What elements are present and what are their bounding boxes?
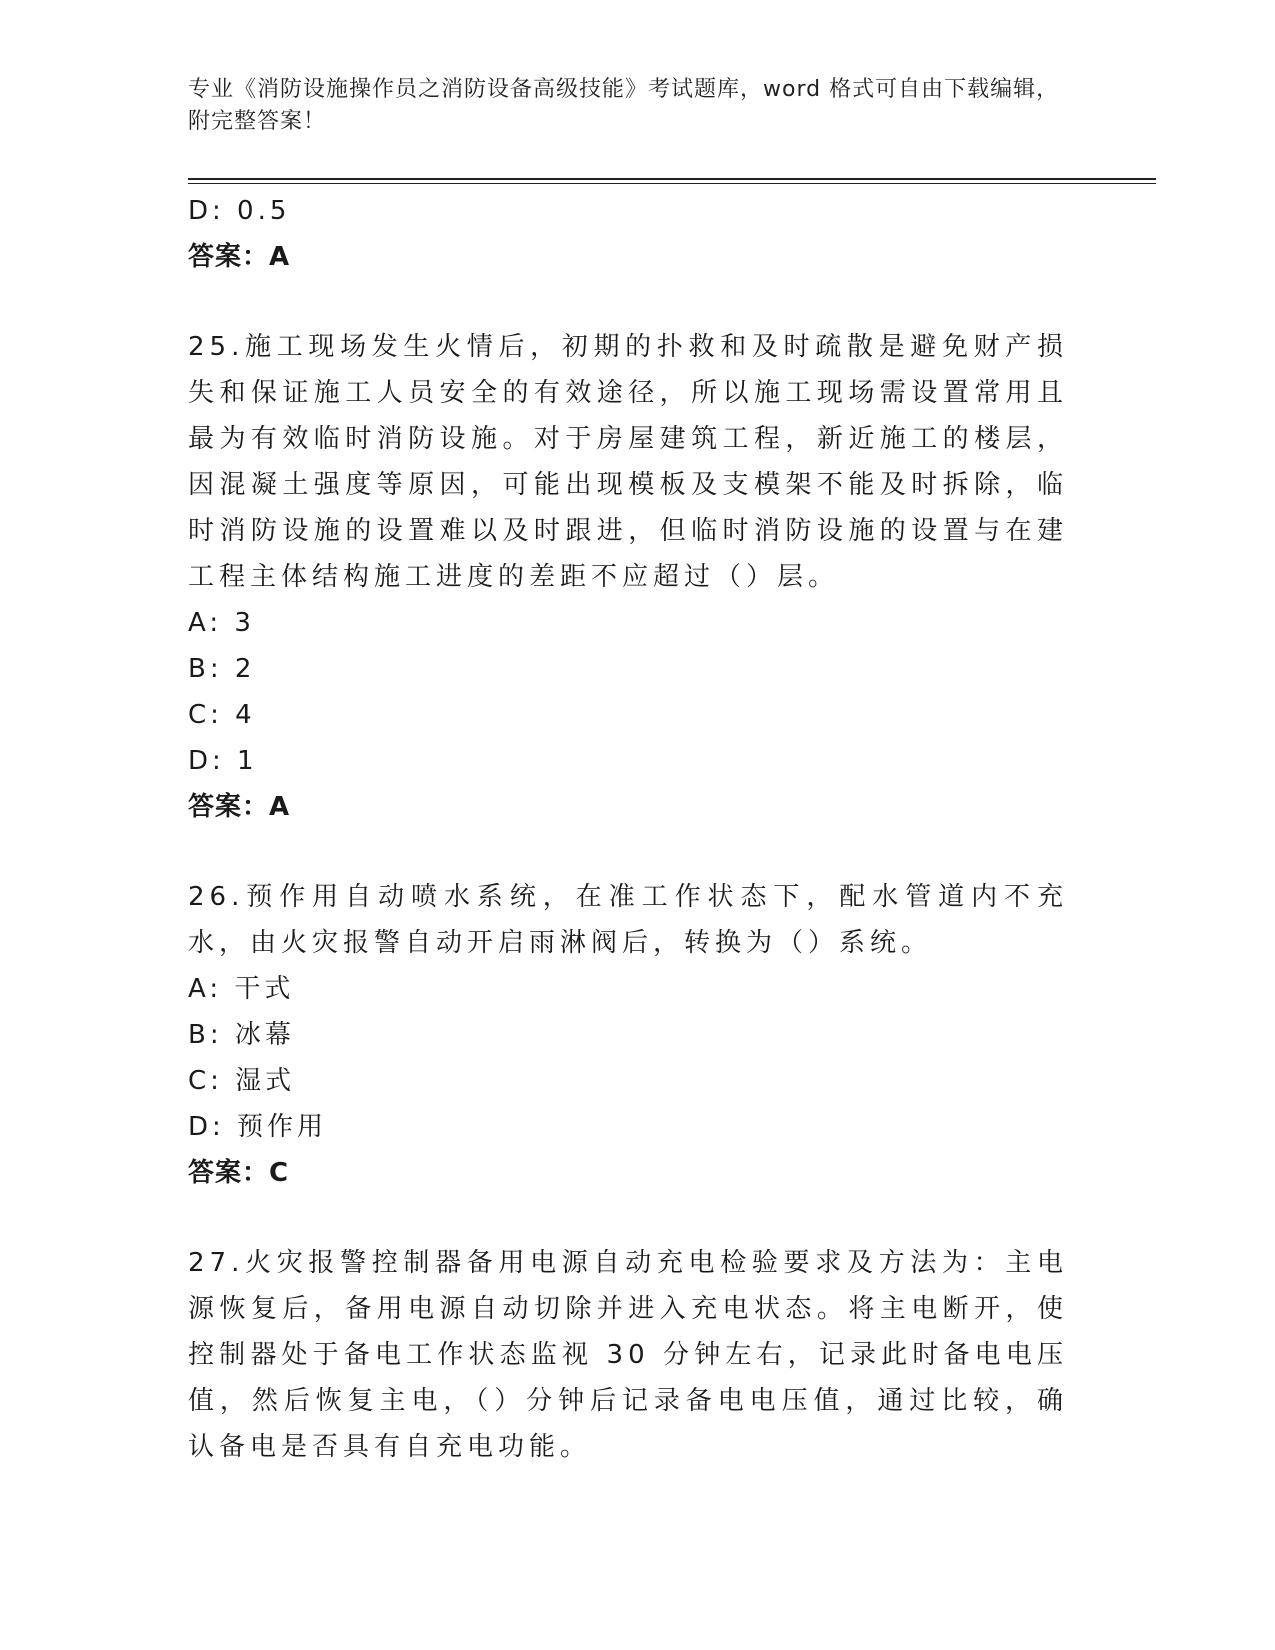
answer-line: 答案：A bbox=[188, 792, 291, 822]
answer-line: 答案：A bbox=[188, 242, 291, 272]
question-spacer bbox=[188, 1196, 1068, 1240]
answer-line: 答案：C bbox=[188, 1158, 290, 1188]
option-d: D: 0.5 bbox=[188, 196, 291, 226]
option-a: A: 3 bbox=[188, 608, 255, 638]
option-a: A: 干式 bbox=[188, 974, 295, 1004]
question-stem: 25.施工现场发生火情后，初期的扑救和及时疏散是避免财产损失和保证施工人员安全的有效途径，所以施工现场需设置常用且最为有效临时消防设施。对于房屋建筑工程，新近施工的楼层，因混凝土强度等原因，可能出现模板及支模架不能及时拆除，临时消防设施的设置难以及时跟进，但临时消防设施的设置与在建工程主体结构施工进度的差距不应超过（）层。 bbox=[188, 332, 1068, 592]
page-header: 专业《消防设施操作员之消防设备高级技能》考试题库，word 格式可自由下载编辑，附完整答案！ bbox=[188, 77, 1060, 134]
document-body bbox=[188, 188, 1068, 1470]
option-b: B: 冰幕 bbox=[188, 1020, 295, 1050]
option-c: C: 湿式 bbox=[188, 1066, 296, 1096]
header-rule-thin bbox=[188, 183, 1156, 184]
question-stem: 26.预作用自动喷水系统，在准工作状态下，配水管道内不充水，由火灾报警自动开启雨淋阀后，转换为（）系统。 bbox=[188, 882, 1068, 958]
option-c: C: 4 bbox=[188, 700, 256, 730]
option-d: D: 1 bbox=[188, 746, 258, 776]
option-d: D: 预作用 bbox=[188, 1112, 328, 1142]
question-26 bbox=[188, 874, 1068, 1196]
option-b: B: 2 bbox=[188, 654, 256, 684]
header-rule-thick bbox=[188, 178, 1156, 180]
question-27 bbox=[188, 1240, 1068, 1470]
question-spacer bbox=[188, 830, 1068, 874]
question-25 bbox=[188, 324, 1068, 830]
question-spacer bbox=[188, 280, 1068, 324]
question-stem: 27.火灾报警控制器备用电源自动充电检验要求及方法为：主电源恢复后，备用电源自动切除并进入充电状态。将主电断开，使控制器处于备电工作状态监视 30 分钟左右，记录此时备电电压值，然后恢复主电，（）分钟后记录备电电压值，通过比较，确认备电是否具有自充电功能。 bbox=[188, 1248, 1068, 1462]
